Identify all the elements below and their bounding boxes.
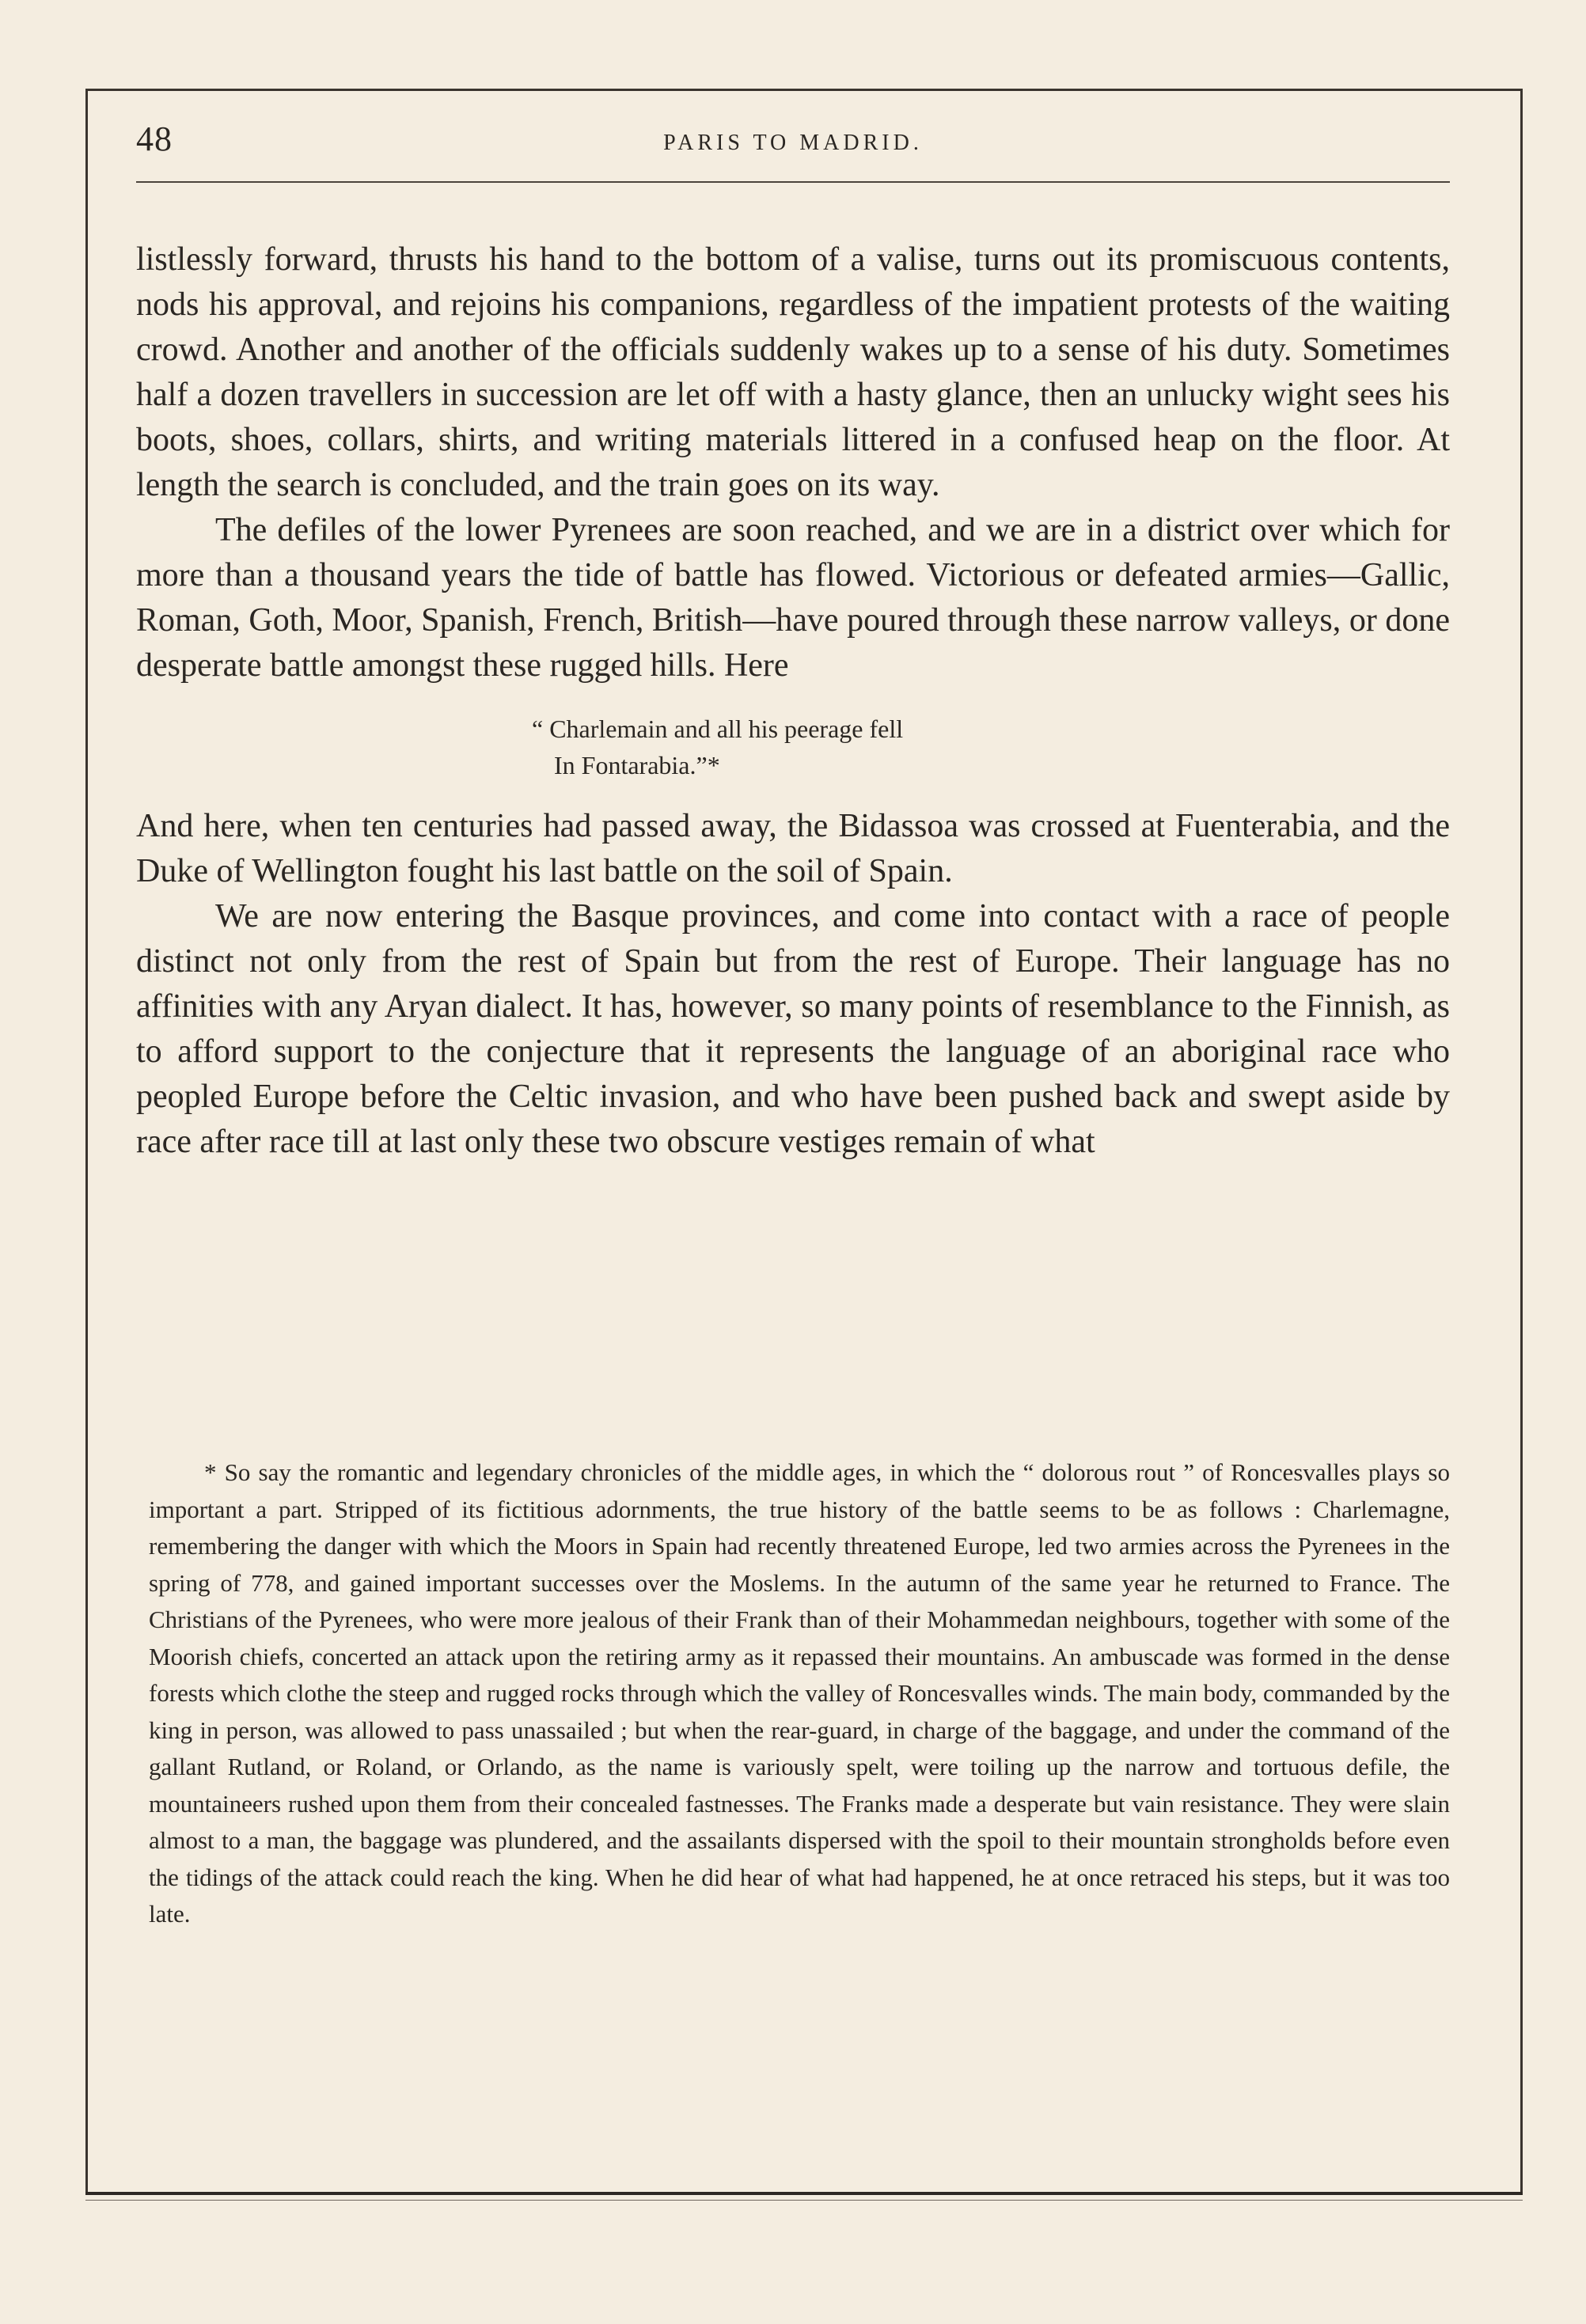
paragraph-basque: We are now entering the Basque provinces, and come into contact with a race of people distinct not only from the rest of Spain but from the rest of Europe. Their language has no affinities with any Aryan dialect. It has, however, so many points of resemblance to the Finnish, as to afford support to the conjecture that it represents the language of an aboriginal race who peopled Europe before the Celtic invasion, and who have been pushed back and swept aside by race after race till at last only these two obscure vestiges remain of what — [136, 898, 1450, 1160]
bottom-rule-thin — [85, 2200, 1523, 2201]
block-quote — [136, 711, 1450, 783]
page-number: 48 — [136, 119, 173, 158]
quote-line: “ Charlemain and all his peerage fell — [532, 715, 904, 743]
main-text — [136, 237, 1450, 1165]
footnote: * So say the romantic and legendary chronicles of the middle ages, in which the “ dolorous rout ” of Roncesvalles plays so important a part. Stripped of its fictitious adornments, the true history of the battle seems to be as follows : Charlemagne, remembering the danger with which the Moors in Spain had recently threatened Europe, led two armies across the Pyrenees in the spring of 778, and gained important successes over the Moslems. In the autumn of the same year he returned to France. The Christians of the Pyrenees, who were more jealous of their Frank than of their Mohammedan neighbours, together with some of the Moorish chiefs, concerted an attack upon the retiring army as it repassed their mountains. An ambuscade was formed in the dense forests which clothe the steep and rugged rocks through which the valley of Roncesvalles winds. The main body, commanded by the king in person, was allowed to pass unassailed ; but when the rear-guard, in charge of the baggage, and under the command of the gallant Rutland, or Roland, or Orlando, as the name is variously spelt, were toiling up the narrow and tortuous defile, the mountaineers rushed upon them from their concealed fastnesses. The Franks made a desperate but vain resistance. They were slain almost to a man, the baggage was plundered, and the assailants dispersed with the spoil to their mountain strongholds before even the tidings of the attack could reach the king. When he did hear of what had happened, he at once retraced his steps, but it was too late. — [149, 1458, 1450, 1928]
running-head: PARIS TO MADRID. — [663, 131, 923, 155]
paragraph-pyrenees: The defiles of the lower Pyrenees are soon reached, and we are in a district over which for more than a thousand years the tide of battle has flowed. Victorious or defeated armies—Gallic, Roman, Goth, Moor, Spanish, French, British—have poured through these narrow valleys, or done desperate battle amongst these rugged hills. Here — [136, 512, 1450, 684]
quote-line: In Fontarabia.”* — [554, 751, 720, 779]
header-rule — [136, 181, 1450, 183]
paragraph-bidassoa: And here, when ten centuries had passed away, the Bidassoa was crossed at Fuenterabia, and the Duke of Wellington fought his last battle on the soil of Spain. — [136, 808, 1450, 889]
bottom-rule — [85, 2192, 1523, 2195]
paragraph-continued: listlessly forward, thrusts his hand to the bottom of a valise, turns out its promiscuous contents, nods his approval, and rejoins his companions, regardless of the impatient protests of the waiting crowd. Another and another of the officials suddenly wakes up to a sense of his duty. Sometimes half a dozen travellers in succession are let off with a hasty glance, then an unlucky wight sees his boots, shoes, collars, shirts, and writing materials littered in a confused heap on the floor. At length the search is concluded, and the train goes on its way. — [136, 241, 1450, 503]
